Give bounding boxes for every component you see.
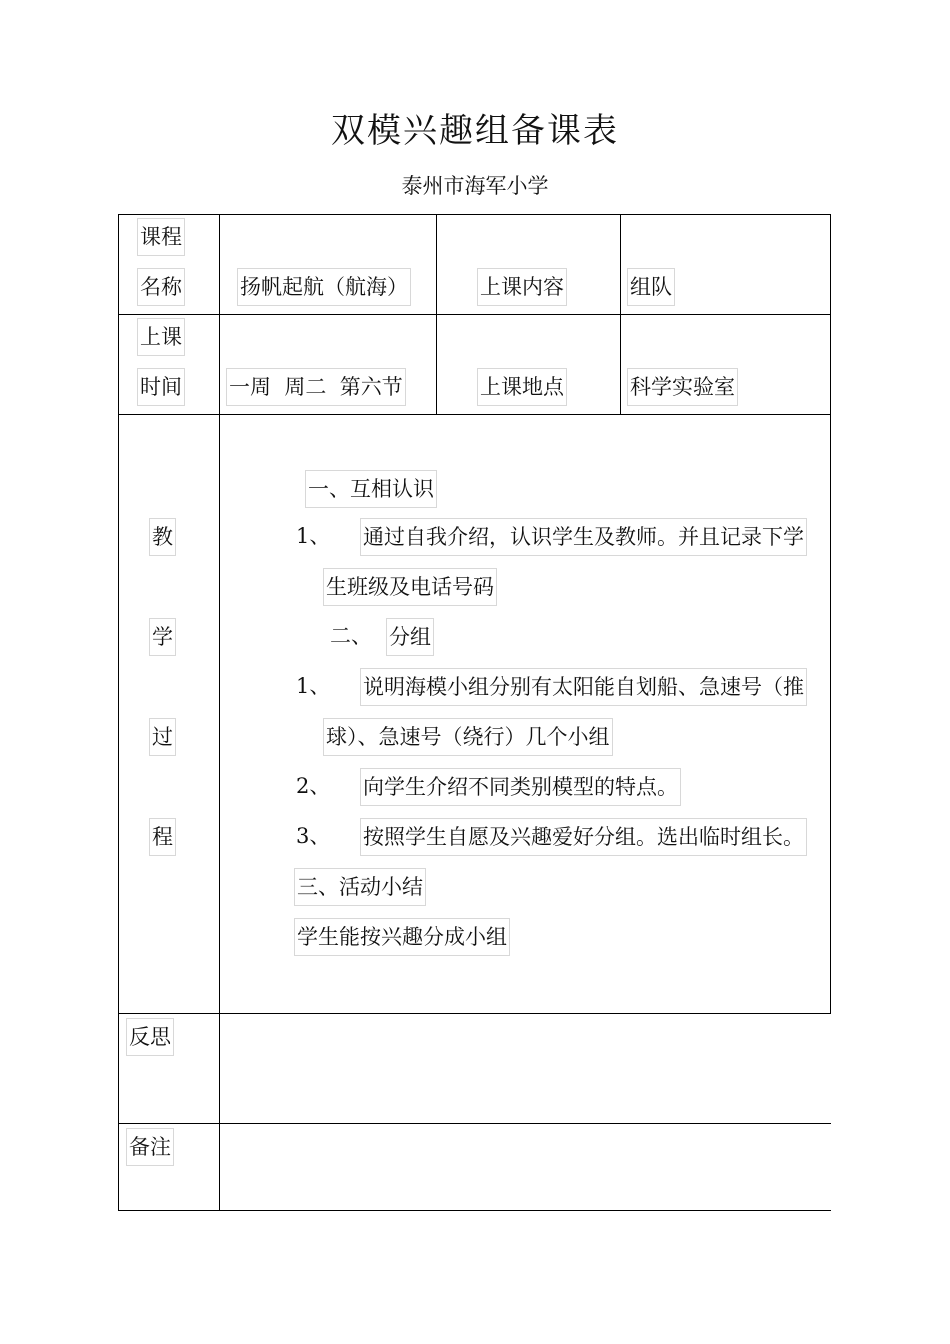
time-label-line1: 上课 [137, 318, 185, 356]
item-text-continued: 球）、急速号（绕行）几个小组 [323, 718, 613, 756]
table-col-divider [620, 214, 621, 414]
place-value: 科学实验室 [627, 368, 738, 406]
content-label: 上课内容 [477, 268, 567, 306]
table-row-divider [118, 314, 831, 315]
item-text: 按照学生自愿及兴趣爱好分组。选出临时组长。 [360, 818, 807, 856]
table-col-divider [219, 214, 220, 1211]
table-row-divider [118, 1013, 831, 1014]
document-title: 双模兴趣组备课表 [331, 111, 619, 151]
section-heading: 一、互相认识 [305, 470, 437, 508]
item-text: 向学生介绍不同类别模型的特点。 [360, 768, 681, 806]
process-label-char: 学 [149, 618, 176, 656]
process-label-char: 过 [149, 718, 176, 756]
table-col-divider [436, 214, 437, 414]
process-label-char: 程 [149, 818, 176, 856]
course-label-line2: 名称 [137, 268, 185, 306]
item-number: 2、 [296, 774, 331, 798]
summary-text: 学生能按兴趣分成小组 [294, 918, 510, 956]
table-row-divider [118, 414, 831, 415]
table-border-left [118, 214, 119, 1211]
item-number: 1、 [296, 524, 331, 548]
item-text: 说明海模小组分别有太阳能自划船、急速号（推 [360, 668, 807, 706]
item-number: 1、 [296, 674, 331, 698]
notes-label: 备注 [126, 1128, 174, 1166]
item-number: 3、 [296, 824, 331, 848]
content-value: 组队 [627, 268, 675, 306]
section-number: 二、 [330, 624, 372, 648]
table-border-top [118, 214, 831, 215]
time-value: 一周 周二 第六节 [226, 368, 406, 406]
place-label: 上课地点 [477, 368, 567, 406]
school-name: 泰州市海军小学 [401, 174, 549, 198]
section-heading: 三、活动小结 [294, 868, 426, 906]
table-border-bottom [118, 1210, 831, 1211]
section-heading: 分组 [386, 618, 434, 656]
table-row-divider [118, 1123, 831, 1124]
time-label-line2: 时间 [137, 368, 185, 406]
process-label-char: 教 [149, 518, 176, 556]
course-name-value: 扬帆起航（航海） [237, 268, 411, 306]
course-label-line1: 课程 [137, 218, 185, 256]
table-border-right [830, 214, 831, 1014]
item-text-continued: 生班级及电话号码 [323, 568, 497, 606]
reflection-label: 反思 [126, 1018, 174, 1056]
item-text: 通过自我介绍，认识学生及教师。并且记录下学 [360, 518, 807, 556]
